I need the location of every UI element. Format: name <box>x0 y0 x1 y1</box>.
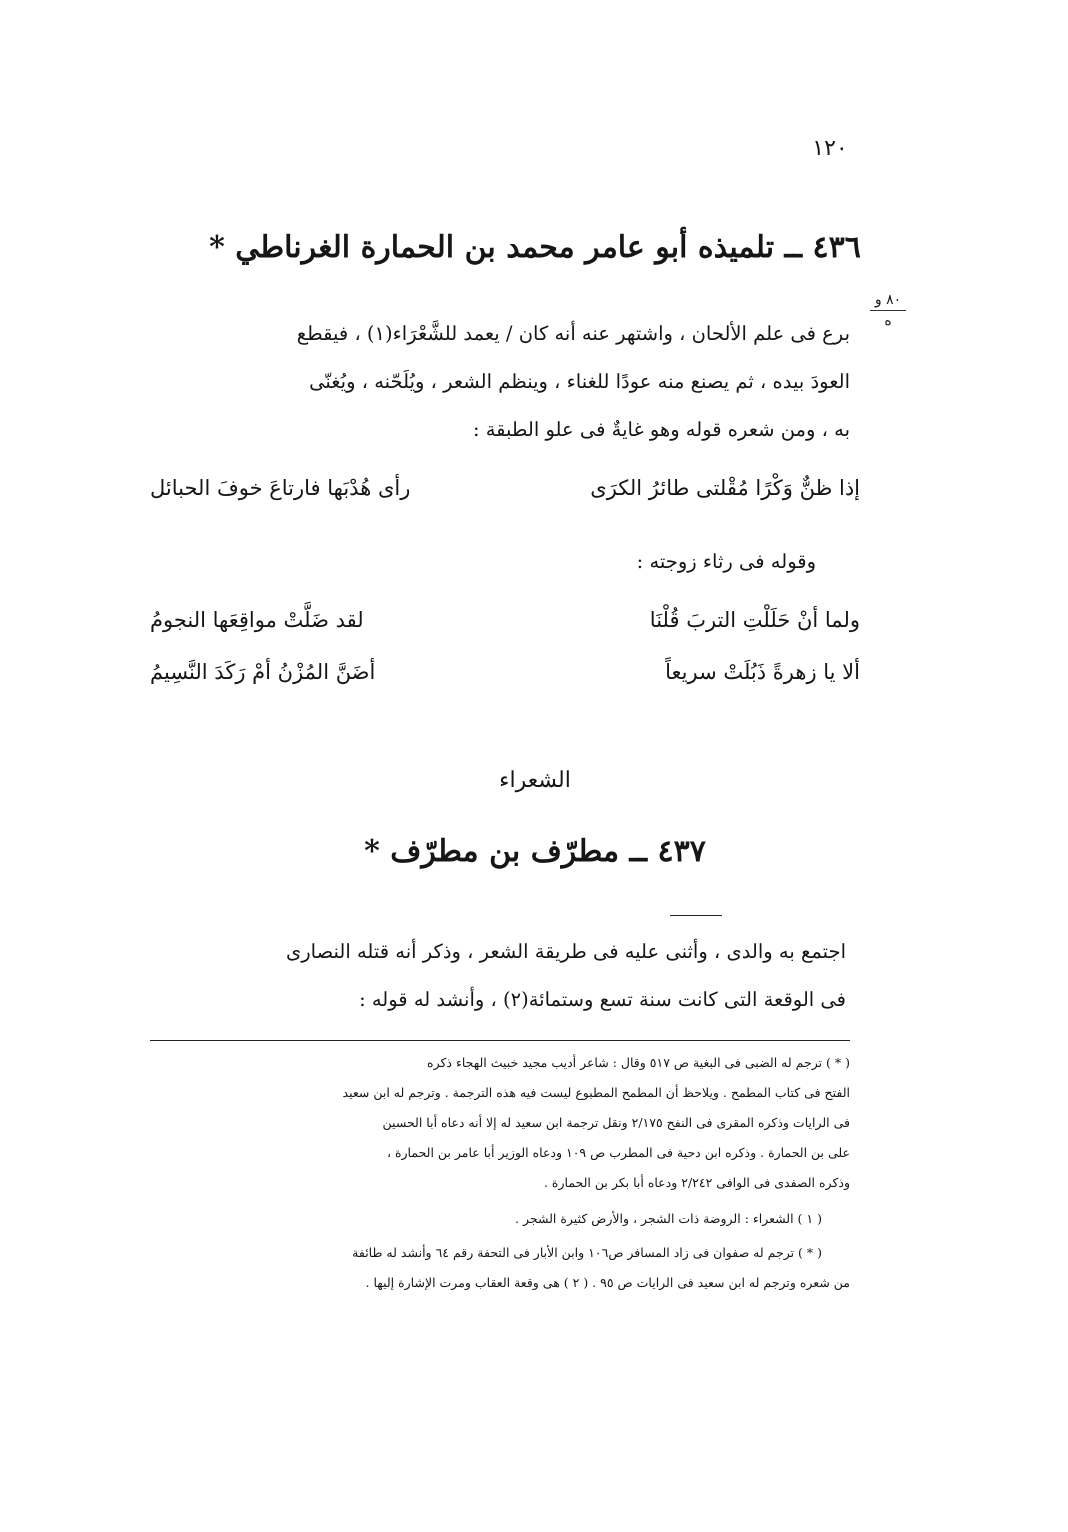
footnote-line: ( * ) ترجم له صفوان فى زاد المسافر ص١٠٦ وابن الأبار فى التحفة رقم ٦٤ وأنشد له طائفة <box>352 1245 822 1260</box>
body-line: برع فى علم الألحان ، واشتهر عنه أنه كان / يعمد للشَّعْرَاء(١) ، فيقطع <box>296 322 850 345</box>
footnote-separator <box>150 1040 850 1041</box>
body-line: فى الوقعة التى كانت سنة تسع وستمائة(٢) ، وأنشد له قوله : <box>359 988 846 1011</box>
decorative-rule <box>670 915 722 916</box>
footnote-line: وذكره الصفدى فى الوافى ٢/٢٤٢ ودعاه أبا بكر بن الحمارة . <box>543 1175 850 1190</box>
footnotes-block <box>150 1048 850 1298</box>
body-line: اجتمع به والدى ، وأثنى عليه فى طريقة الشعر ، وذكر أنه قتله النصارى <box>285 940 846 963</box>
footnote-line: الفتح فى كتاب المطمح . ويلاحظ أن المطمح المطبوع ليست فيه هذه الترجمة . وترجم له ابن سعيد <box>342 1085 850 1100</box>
entry-437-body <box>150 928 846 1024</box>
footnote-line: فى الرايات وذكره المقرى فى النفح ٢/١٧٥ ونقل ترجمة ابن سعيد له إلا أنه دعاه أبا الحسين <box>382 1115 850 1130</box>
verse-hemistich-first: ولما أنْ حَلَلْتِ التربَ قُلْنَا <box>649 608 860 632</box>
footnote-line: ( * ) ترجم له الضبى فى البغية ص ٥١٧ وقال : شاعر أديب مجيد خبيث الهجاء ذكره <box>427 1055 850 1070</box>
verse-hemistich-second: رأى هُدْبَها فارتاعَ خوفَ الحبائل <box>150 476 411 500</box>
footnote-line: من شعره وترجم له ابن سعيد فى الرايات ص ٩٥ . ( ٢ ) هى وقعة العقاب ومرت الإشارة إليها . <box>365 1275 850 1290</box>
elegy-intro: وقوله فى رثاء زوجته : <box>636 550 816 573</box>
body-line: به ، ومن شعره قوله وهو غايةٌ فى علو الطبقة : <box>472 418 850 441</box>
verse-hemistich-first: ألا يا زهرةً ذَبُلَتْ سريعاً <box>665 660 860 684</box>
body-line: العودَ بيده ، ثم يصنع منه عودًا للغناء ، وينظم الشعر ، ويُلَحّنه ، ويُغنّى <box>309 370 850 393</box>
footnote-line: ( ١ ) الشعراء : الروضة ذات الشجر ، والأرض كثيرة الشجر . <box>515 1211 822 1226</box>
verse-hemistich-second: أضَنَّ المُزْنُ أمْ رَكَدَ النَّسِيمُ <box>150 660 376 684</box>
entry-436-body <box>150 310 850 454</box>
section-heading: الشعراء <box>499 768 571 793</box>
page-number: ١٢٠ <box>812 136 848 161</box>
entry-title-437: ٤٣٧ ــ مطرّف بن مطرّف * <box>364 834 706 869</box>
verse-line <box>150 608 860 652</box>
entry-title-436: ٤٣٦ ــ تلميذه أبو عامر محمد بن الحمارة الغرناطي * <box>209 230 861 265</box>
footnote-line: على بن الحمارة . وذكره ابن دحية فى المطرب ص ١٠٩ ودعاه الوزير أبا عامر بن الحمارة ، <box>386 1145 850 1160</box>
margin-note-top: ٨٠ و <box>874 292 902 308</box>
verse-hemistich-second: لقد ضَلَّتْ مواقِعَها النجومُ <box>150 608 364 632</box>
verse-hemistich-first: إذا ظنٌّ وَكْرًا مُقْلتى طائرُ الكرَى <box>590 476 860 500</box>
margin-note-bottom: ه <box>884 313 892 329</box>
margin-note-rule <box>870 310 906 311</box>
verse-line <box>150 476 860 520</box>
margin-folio-note <box>868 292 908 329</box>
verse-line <box>150 660 860 704</box>
